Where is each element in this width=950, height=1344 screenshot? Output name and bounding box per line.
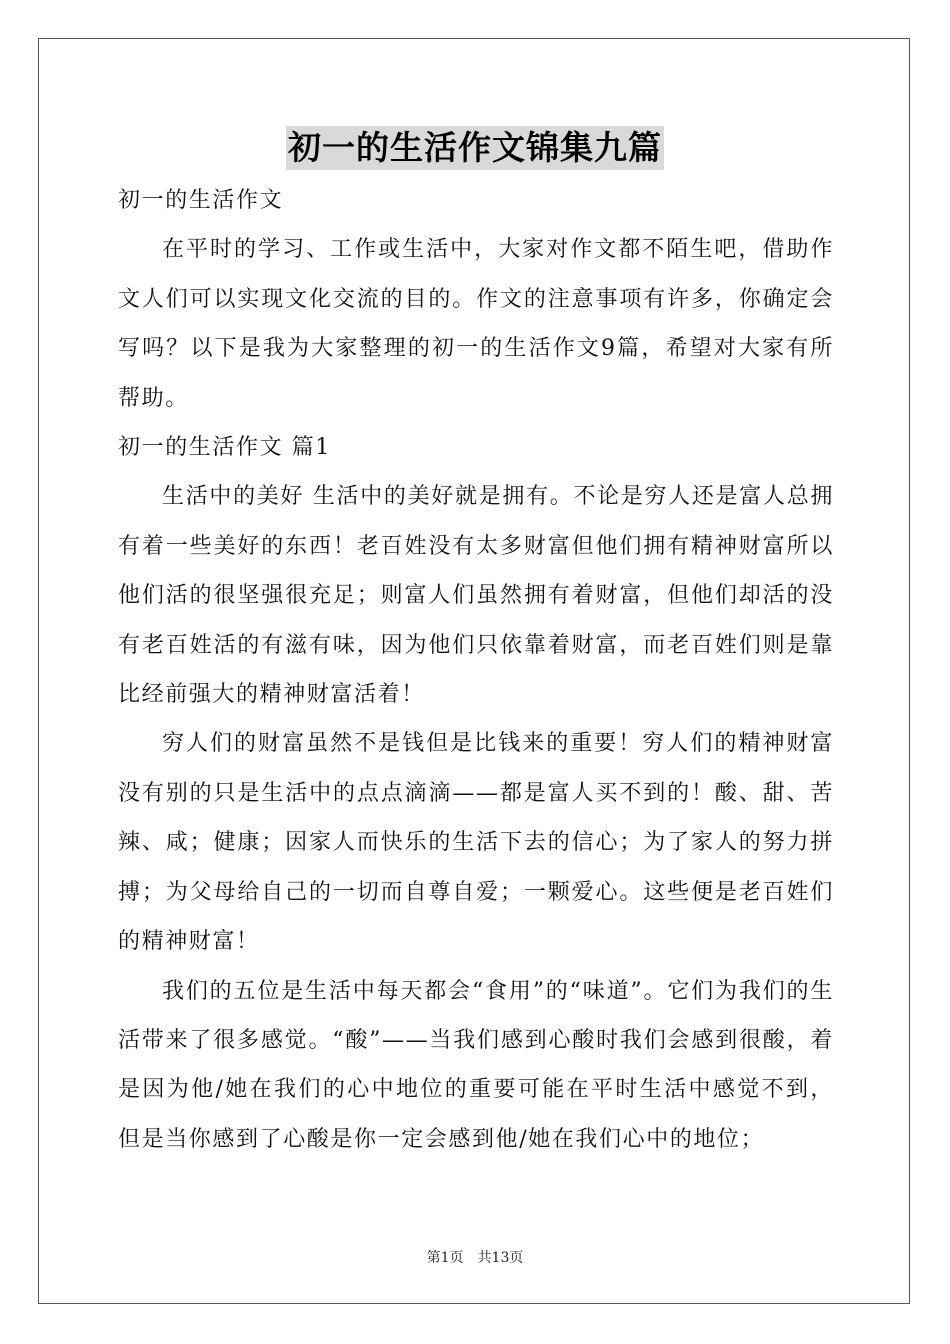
- body-paragraph: 在平时的学习、工作或生活中，大家对作文都不陌生吧，借助作文人们可以实现文化交流的目的。作文的注意事项有许多，你确定会写吗？以下是我为大家整理的初一的生活作文9篇，希望对大家有所帮助。: [118, 237, 834, 411]
- section-heading: 初一的生活作文: [118, 188, 284, 213]
- page-footer: [0, 1247, 950, 1267]
- page-number: 第1页 共13页: [426, 1250, 524, 1266]
- body-paragraph: 我们的五位是生活中每天都会“食用”的“味道”。它们为我们的生活带来了很多感觉。“酸”——当我们感到心酸时我们会感到很酸，着是因为他/她在我们的心中地位的重要可能在平时生活中感觉不到，但是当你感到了心酸是你一定会感到他/她在我们心中的地位；: [118, 978, 834, 1152]
- title-wrap: [0, 126, 950, 170]
- document-title[interactable]: 初一的生活作文锦集九篇: [286, 126, 664, 170]
- body-paragraph: 生活中的美好 生活中的美好就是拥有。不论是穷人还是富人总拥有着一些美好的东西！老百姓没有太多财富但他们拥有精神财富所以他们活的很坚强很充足；则富人们虽然拥有着财富，但他们却活的没有老百姓活的有滋有味，因为他们只依靠着财富，而老百姓们则是靠比经前强大的精神财富活着！: [118, 484, 834, 708]
- section-heading: 初一的生活作文 篇1: [118, 435, 331, 461]
- body-paragraph: 穷人们的财富虽然不是钱但是比钱来的重要！穷人们的精神财富没有别的只是生活中的点点滴滴——都是富人买不到的！酸、甜、苦辣、咸；健康；因家人而快乐的生活下去的信心；为了家人的努力拼搏；为父母给自己的一切而自尊自爱；一颗爱心。这些便是老百姓们的精神财富！: [118, 731, 834, 955]
- document-body: [118, 176, 834, 1164]
